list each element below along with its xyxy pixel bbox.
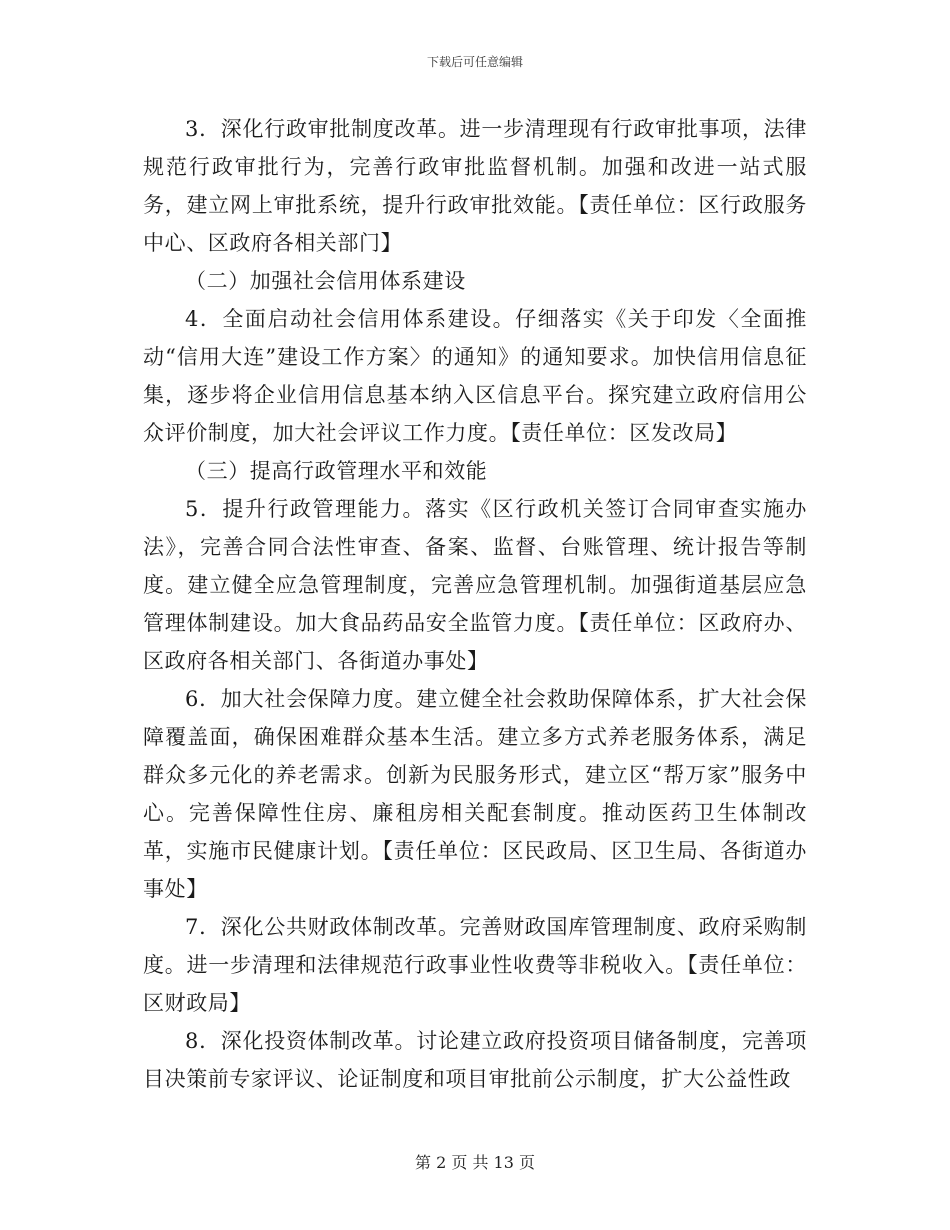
document-body [143, 110, 807, 1098]
paragraph-item-4: 4．全面启动社会信用体系建设。仔细落实《关于印发〈全面推动“信用大连”建设工作方案〉的通知》的通知要求。加快信用信息征集，逐步将企业信用信息基本纳入区信息平台。探究建立政府信用公众评价制度，加大社会评议工作力度。【责任单位：区发改局】 [143, 307, 807, 445]
paragraph-item-7: 7．深化公共财政体制改革。完善财政国库管理制度、政府采购制度。进一步清理和法律规范行政事业性收费等非税收入。【责任单位：区财政局】 [143, 915, 807, 1015]
paragraph-item-5: 5．提升行政管理能力。落实《区行政机关签订合同审查实施办法》，完善合同合法性审查、备案、监督、台账管理、统计报告等制度。建立健全应急管理制度，完善应急管理机制。加强街道基层应急管理体制建设。加大食品药品安全监管力度。【责任单位：区政府办、区政府各相关部门、各街道办事处】 [143, 497, 807, 673]
page-number-footer: 第 2 页 共 13 页 [415, 1153, 535, 1172]
paragraph-item-6: 6．加大社会保障力度。建立健全社会救助保障体系，扩大社会保障覆盖面，确保困难群众基本生活。建立多方式养老服务体系，满足群众多元化的养老需求。创新为民服务形式，建立区“帮万家”服务中心。完善保障性住房、廉租房相关配套制度。推动医药卫生体制改革，实施市民健康计划。【责任单位：区民政局、区卫生局、各街道办事处】 [143, 687, 807, 901]
section-heading-2: （二）加强社会信用体系建设 [185, 269, 466, 293]
paragraph-item-3: 3．深化行政审批制度改革。进一步清理现有行政审批事项，法律规范行政审批行为，完善行政审批监督机制。加强和改进一站式服务，建立网上审批系统，提升行政审批效能。【责任单位：区行政服务中心、区政府各相关部门】 [143, 117, 807, 255]
paragraph-item-8: 8．深化投资体制改革。讨论建立政府投资项目储备制度，完善项目决策前专家评议、论证制度和项目审批前公示制度，扩大公益性政 [143, 1029, 807, 1091]
page-header-note: 下载后可任意编辑 [426, 55, 523, 69]
section-heading-3: （三）提高行政管理水平和效能 [185, 459, 488, 483]
